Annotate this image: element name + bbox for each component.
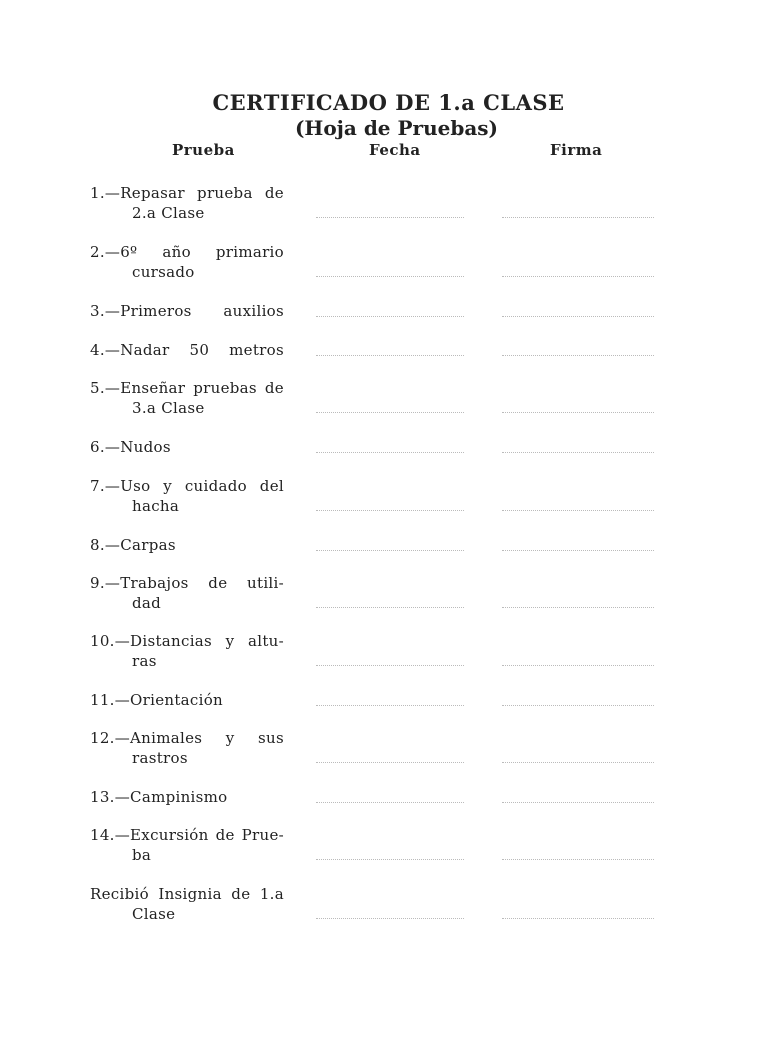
test-name-line [90, 825, 284, 845]
test-name-continuation: Clase [132, 905, 176, 923]
test-name [90, 728, 284, 768]
test-name [90, 787, 284, 807]
fecha-dotted-line [316, 316, 464, 317]
test-word: de [215, 826, 235, 844]
test-name-line [90, 183, 284, 203]
fecha-dotted-line [316, 762, 464, 763]
test-name [90, 884, 284, 924]
firma-dotted-line [502, 802, 654, 803]
test-word: pruebas [193, 379, 257, 397]
test-name-continuation: rastros [132, 749, 188, 767]
test-word: auxilios [223, 302, 284, 320]
test-name-continuation: dad [132, 594, 162, 612]
firma-dotted-line [502, 918, 654, 919]
test-word: 9.—Trabajos [90, 574, 189, 592]
test-word: metros [229, 341, 284, 359]
firma-dotted-line [502, 316, 654, 317]
fecha-dotted-line [316, 276, 464, 277]
firma-dotted-line [502, 607, 654, 608]
firma-dotted-line [502, 665, 654, 666]
test-name-line [90, 884, 284, 904]
test-word: y [225, 729, 235, 747]
test-word: primario [215, 243, 284, 261]
fecha-dotted-line [316, 859, 464, 860]
test-word: 5.—Enseñar [90, 379, 186, 397]
test-name [90, 242, 284, 282]
test-word: Recibió [90, 885, 149, 903]
test-name-line [90, 787, 284, 807]
fecha-dotted-line [316, 918, 464, 919]
test-word: 50 [189, 341, 210, 359]
column-header-firma: Firma [550, 141, 603, 159]
firma-dotted-line [502, 550, 654, 551]
test-word: 3.—Primeros [90, 302, 192, 320]
fecha-dotted-line [316, 217, 464, 218]
firma-dotted-line [502, 705, 654, 706]
test-name-continuation: 3.a Clase [132, 399, 205, 417]
test-name-continuation: cursado [132, 263, 195, 281]
test-name-continuation: ba [132, 846, 152, 864]
test-name [90, 340, 284, 360]
test-word: año [162, 243, 191, 261]
firma-dotted-line [502, 452, 654, 453]
column-header-prueba: Prueba [172, 141, 235, 159]
test-word: de [264, 184, 284, 202]
firma-dotted-line [502, 412, 654, 413]
fecha-dotted-line [316, 665, 464, 666]
firma-dotted-line [502, 276, 654, 277]
test-name-line [90, 728, 284, 748]
test-word: de [231, 885, 251, 903]
test-name [90, 183, 284, 223]
firma-dotted-line [502, 217, 654, 218]
test-word: 4.—Nadar [90, 341, 170, 359]
test-word: 11.—Orientación [90, 691, 224, 709]
test-name-line [90, 437, 284, 457]
test-word: altu- [247, 632, 284, 650]
test-word: 6.—Nudos [90, 438, 171, 456]
test-name [90, 690, 284, 710]
test-name-line [90, 476, 284, 496]
certificate-title: CERTIFICADO DE 1.a CLASE [212, 90, 565, 115]
test-word: 1.—Repasar [90, 184, 185, 202]
fecha-dotted-line [316, 802, 464, 803]
firma-dotted-line [502, 762, 654, 763]
test-word: 14.—Excursión [90, 826, 209, 844]
test-name-line [90, 242, 284, 262]
fecha-dotted-line [316, 412, 464, 413]
test-word: utili- [247, 574, 284, 592]
test-name-line [90, 301, 284, 321]
test-name [90, 301, 284, 321]
test-word: del [259, 477, 284, 495]
fecha-dotted-line [316, 550, 464, 551]
test-name-line [90, 535, 284, 555]
test-word: 7.—Uso [90, 477, 151, 495]
test-word: 10.—Distancias [90, 632, 213, 650]
test-word: y [163, 477, 173, 495]
fecha-dotted-line [316, 607, 464, 608]
test-word: prueba [197, 184, 253, 202]
test-name-line [90, 340, 284, 360]
test-name [90, 437, 284, 457]
test-word: cuidado [184, 477, 247, 495]
test-word: sus [258, 729, 284, 747]
test-word: 13.—Campinismo [90, 788, 228, 806]
test-word: de [208, 574, 228, 592]
firma-dotted-line [502, 859, 654, 860]
fecha-dotted-line [316, 705, 464, 706]
test-name [90, 378, 284, 418]
test-name [90, 476, 284, 516]
test-name-line [90, 690, 284, 710]
column-header-fecha: Fecha [369, 141, 421, 159]
test-word: de [264, 379, 284, 397]
test-name-continuation: 2.a Clase [132, 204, 205, 222]
test-name [90, 825, 284, 865]
test-name-line [90, 378, 284, 398]
test-word: Insignia [158, 885, 222, 903]
firma-dotted-line [502, 510, 654, 511]
test-name-line [90, 631, 284, 651]
test-word: y [225, 632, 235, 650]
certificate-subtitle: (Hoja de Pruebas) [294, 116, 499, 140]
test-word: 8.—Carpas [90, 536, 176, 554]
test-word: 12.—Animales [90, 729, 203, 747]
test-name [90, 631, 284, 671]
test-name-line [90, 573, 284, 593]
fecha-dotted-line [316, 510, 464, 511]
fecha-dotted-line [316, 452, 464, 453]
firma-dotted-line [502, 355, 654, 356]
test-word: 2.—6º [90, 243, 138, 261]
test-name [90, 573, 284, 613]
test-name [90, 535, 284, 555]
test-word: 1.a [259, 885, 284, 903]
test-word: Prue- [241, 826, 284, 844]
fecha-dotted-line [316, 355, 464, 356]
test-name-continuation: hacha [132, 497, 180, 515]
test-name-continuation: ras [132, 652, 157, 670]
